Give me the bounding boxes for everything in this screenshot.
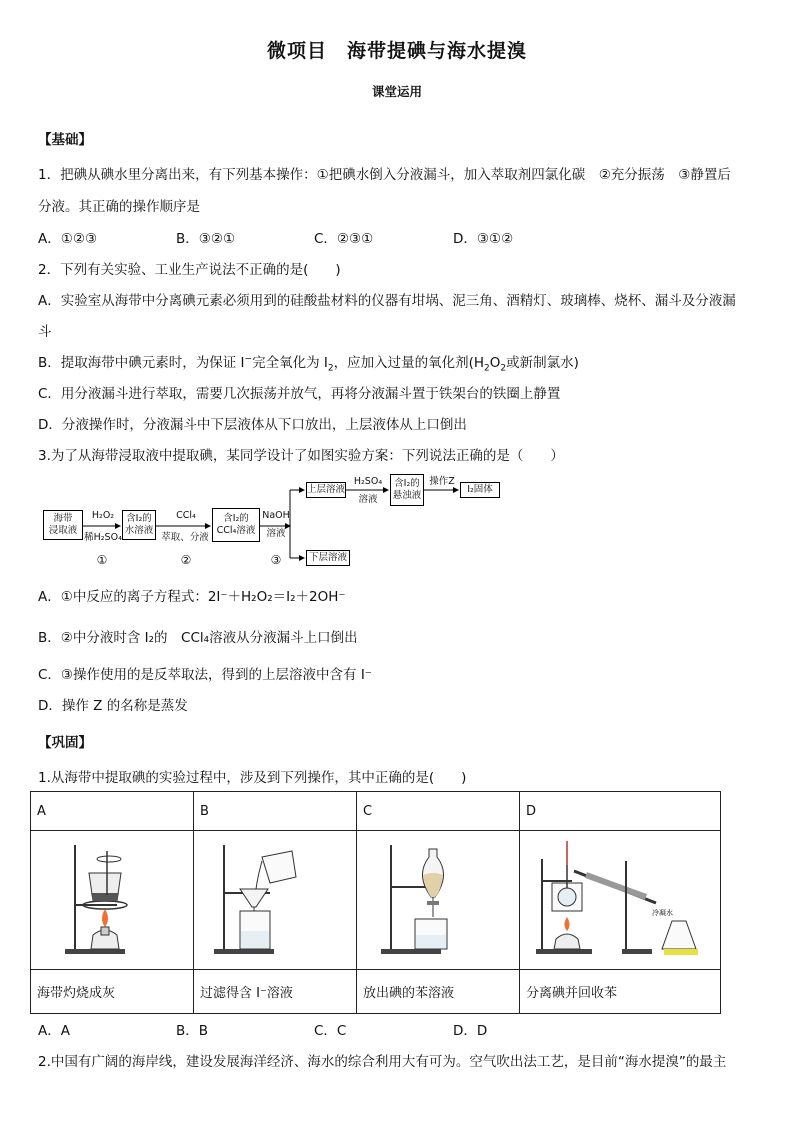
q2-stem: 2．下列有关实验、工业生产说法不正确的是( ) xyxy=(38,262,341,278)
q2-option-b: B．提取海带中碘元素时，为保证 I−完全氧化为 $I_2$，应加入过量的氧化剂($H_2O_2$或新制氯水) xyxy=(38,354,579,374)
apparatus-c-separating-funnel xyxy=(357,831,520,970)
section-consolidate: 【巩固】 xyxy=(38,735,92,751)
separating-funnel-image xyxy=(363,831,513,965)
page-subtitle: 课堂运用 xyxy=(371,84,422,99)
table-caption-b: 过滤得含 I⁻溶液 xyxy=(194,970,357,1014)
q4-option-c: C．C xyxy=(314,1023,347,1039)
page-title: 微项目 海带提碘与海水提溴 xyxy=(266,40,527,62)
q4-stem: 1.从海带中提取碘的实验过程中，涉及到下列操作，其中正确的是( ) xyxy=(38,770,467,786)
q4-option-a: A．A xyxy=(38,1023,70,1039)
q1-option-b: B．③②① xyxy=(176,231,236,247)
flow-label-naoh: NaOH xyxy=(262,510,290,521)
table-header-c: C xyxy=(357,792,520,831)
q3-flow-diagram xyxy=(38,470,508,580)
flow-step-1: ① xyxy=(96,553,108,567)
q4-apparatus-table xyxy=(30,791,721,1014)
flow-box-suspension: 含I₂的 悬浊液 xyxy=(390,474,424,506)
apparatus-d-distillation xyxy=(520,831,721,970)
filtration-apparatus-image xyxy=(200,831,350,965)
flow-step-3: ③ xyxy=(270,553,282,567)
flow-label-solution-2: 溶液 xyxy=(358,494,378,505)
apparatus-b-filtration xyxy=(194,831,357,970)
flow-label-solution: 溶液 xyxy=(266,528,286,539)
q1-option-a: A．①②③ xyxy=(38,231,98,247)
q5-line1: 2.中国有广阔的海岸线，建设发展海洋经济、海水的综合利用大有可为。空气吹出法工艺，是目前“海水提溴”的最主 xyxy=(38,1054,727,1070)
q1-option-c: C．②③① xyxy=(314,231,374,247)
section-basic: 【基础】 xyxy=(38,132,92,148)
flow-box-iodine-ccl4: 含I₂的 CCl₄溶液 xyxy=(212,508,260,542)
q3-stem: 3.为了从海带浸取液中提取碘，某同学设计了如图实验方案：下列说法正确的是（ ） xyxy=(38,448,564,464)
flow-box-lower-layer: 下层溶液 xyxy=(306,550,350,566)
table-header-a: A xyxy=(31,792,194,831)
flow-label-h2o2: H₂O₂ xyxy=(91,510,115,521)
flow-step-2: ② xyxy=(180,553,192,567)
flow-label-operation-z: 操作Z xyxy=(429,476,455,487)
flow-box-iodine-solid: I₂固体 xyxy=(460,482,500,498)
flow-label-extract: 萃取、分液 xyxy=(161,532,209,543)
table-caption-c: 放出碘的苯溶液 xyxy=(357,970,520,1014)
table-header-b: B xyxy=(194,792,357,831)
table-header-d: D xyxy=(520,792,721,831)
flow-label-h2so4-2: H₂SO₄ xyxy=(353,476,383,487)
q1-line1: 1．把碘从碘水里分离出来，有下列基本操作：①把碘水倒入分液漏斗，加入萃取剂四氯化碳 ②充分振荡 ③静置后 xyxy=(38,167,731,183)
distillation-apparatus-image xyxy=(526,831,714,965)
q2-option-c: C．用分液漏斗进行萃取，需要几次振荡并放气，再将分液漏斗置于铁架台的铁圈上静置 xyxy=(38,386,561,402)
flow-label-h2so4: 稀H₂SO₄ xyxy=(84,532,122,543)
q3-option-c: C．③操作使用的是反萃取法，得到的上层溶液中含有 I⁻ xyxy=(38,667,372,683)
q1-line2: 分液。其正确的操作顺序是 xyxy=(38,199,200,215)
flow-box-iodine-water: 含I₂的 水溶液 xyxy=(122,510,156,540)
q3-option-b: B．②中分液时含 I₂的 CCl₄溶液从分液漏斗上口倒出 xyxy=(38,630,358,646)
q2-option-a-line1: A．实验室从海带中分离碘元素必须用到的硅酸盐材料的仪器有坩埚、泥三角、酒精灯、玻璃棒、烧杯、漏斗及分液漏 xyxy=(38,293,736,309)
q2-option-a-line2: 斗 xyxy=(38,324,52,340)
burning-apparatus-image xyxy=(37,831,187,965)
flow-box-kelp-leachate: 海带 浸取液 xyxy=(43,510,83,540)
flow-box-upper-layer: 上层溶液 xyxy=(306,482,346,498)
table-caption-a: 海带灼烧成灰 xyxy=(31,970,194,1014)
q3-option-a: A．①中反应的离子方程式：2I⁻＋H₂O₂＝I₂＋2OH⁻ xyxy=(38,589,346,605)
condenser-water-label: 冷凝水 xyxy=(652,909,673,917)
flow-label-ccl4: CCl₄ xyxy=(176,510,196,521)
apparatus-a-burning xyxy=(31,831,194,970)
q4-option-b: B．B xyxy=(176,1023,209,1039)
q4-option-d: D．D xyxy=(453,1023,488,1039)
q3-option-d: D．操作 Z 的名称是蒸发 xyxy=(38,698,188,714)
q2-option-d: D．分液操作时，分液漏斗中下层液体从下口放出，上层液体从上口倒出 xyxy=(38,417,467,433)
q1-option-d: D．③①② xyxy=(453,231,514,247)
table-caption-d: 分离碘并回收苯 xyxy=(520,970,721,1014)
